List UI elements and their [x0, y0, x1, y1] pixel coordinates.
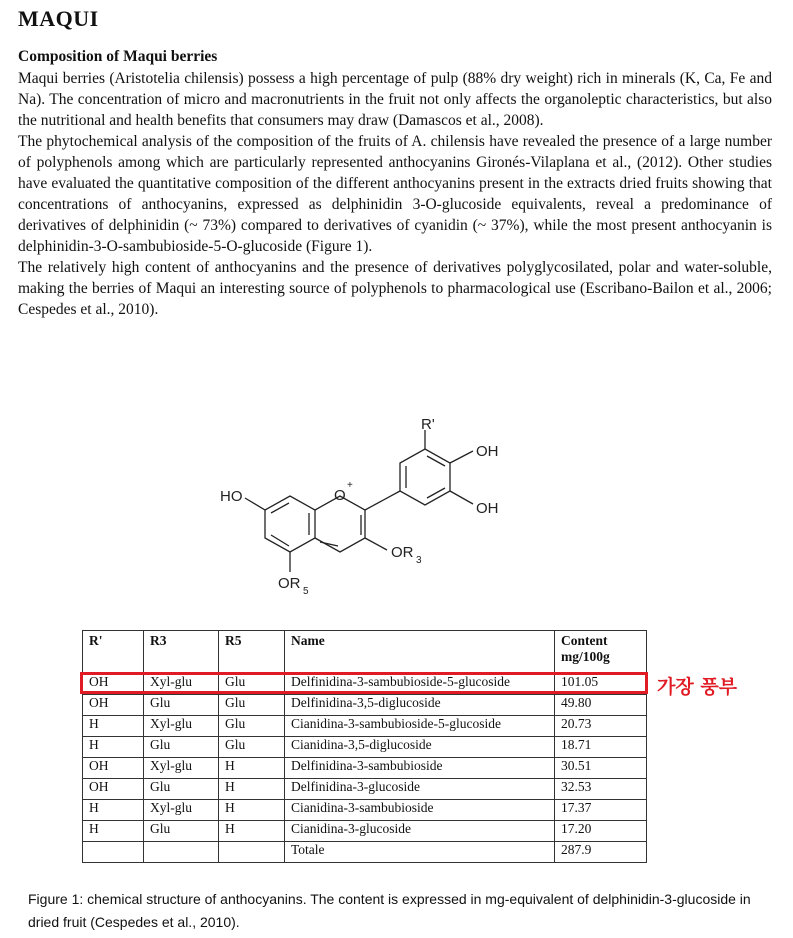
r-prime-label: R' — [421, 416, 435, 433]
header-r-prime: R' — [83, 631, 144, 674]
cell: Cianidina-3,5-diglucoside — [285, 737, 555, 758]
cell: H — [83, 716, 144, 737]
cell: Glu — [144, 821, 219, 842]
structure-bonds — [245, 430, 473, 572]
cell: OH — [83, 779, 144, 800]
cell: 287.9 — [555, 842, 647, 863]
body-text — [18, 68, 772, 320]
oxonium-label: O — [334, 487, 346, 504]
cell: 30.51 — [555, 758, 647, 779]
ho-label: HO — [220, 488, 243, 505]
or3-label: OR — [391, 544, 414, 561]
table-row — [83, 737, 647, 758]
cell: 101.05 — [555, 674, 647, 695]
cell: Xyl-glu — [144, 758, 219, 779]
cell: OH — [83, 695, 144, 716]
table-row — [83, 695, 647, 716]
table-row — [83, 821, 647, 842]
cell: 32.53 — [555, 779, 647, 800]
anthocyanin-table — [82, 630, 647, 863]
header-content: Content mg/100g — [555, 631, 647, 674]
highlight-box — [80, 672, 648, 694]
cell: Delfinidina-3,5-diglucoside — [285, 695, 555, 716]
header-r5: R5 — [219, 631, 285, 674]
or5-subscript: 5 — [303, 586, 309, 597]
header-r3: R3 — [144, 631, 219, 674]
cell: Cianidina-3-glucoside — [285, 821, 555, 842]
table-row — [83, 800, 647, 821]
cell: Cianidina-3-sambubioside-5-glucoside — [285, 716, 555, 737]
section-heading: Composition of Maqui berries — [18, 48, 218, 65]
or5-label: OR — [278, 575, 301, 592]
cell: Glu — [144, 695, 219, 716]
oh-top-label: OH — [476, 443, 499, 460]
table-row — [83, 716, 647, 737]
cell: H — [219, 821, 285, 842]
cell — [144, 842, 219, 863]
chemical-structure-diagram — [205, 405, 535, 630]
or3-subscript: 3 — [416, 555, 422, 566]
cell: Totale — [285, 842, 555, 863]
cell: H — [83, 821, 144, 842]
cell: 17.37 — [555, 800, 647, 821]
cell: Glu — [219, 716, 285, 737]
highlight-annotation-label: 가장 풍부 — [657, 676, 738, 698]
anthocyanin-table-container — [82, 630, 647, 863]
cell: H — [219, 758, 285, 779]
cell: Xyl-glu — [144, 674, 219, 695]
plus-charge-label: + — [347, 480, 353, 491]
header-name: Name — [285, 631, 555, 674]
cell: 20.73 — [555, 716, 647, 737]
cell: H — [219, 800, 285, 821]
figure-caption: Figure 1: chemical structure of anthocyanins. The content is expressed in mg-equivalent of delphinidin-3-glucoside in dried fruit (Cespedes et al., 2010). — [28, 891, 751, 930]
cell: Glu — [219, 695, 285, 716]
cell: Xyl-glu — [144, 800, 219, 821]
cell — [219, 842, 285, 863]
page-title: MAQUI — [18, 6, 99, 31]
cell: Glu — [219, 737, 285, 758]
table-row — [83, 758, 647, 779]
cell: H — [219, 779, 285, 800]
paragraph: The phytochemical analysis of the composition of the fruits of A. chilensis have revealed the presence of a large number of polyphenols among which are particularly represented anthocyanins Gironés-Vilaplana et al., (2012). Other studies have evaluated the quantitative composition of the different anthocyanins present in the extracts dried fruits showing that concentrations of anthocyanins, expressed as delphinidin 3-O-glucoside equivalents, reveal a predominance of derivatives of delphinidin (~ 73%) compared to derivatives of cyanidin (~ 37%), while the most present anthocyanin is delphinidin-3-O-sambubioside-5-O-glucoside (Figure 1). — [18, 133, 772, 255]
table-total-row — [83, 842, 647, 863]
cell: Glu — [219, 674, 285, 695]
cell: 17.20 — [555, 821, 647, 842]
cell: Glu — [144, 737, 219, 758]
paragraph: Maqui berries (Aristotelia chilensis) possess a high percentage of pulp (88% dry weight) rich in minerals (K, Ca, Fe and Na). The concentration of micro and macronutrients in the fruit not only affects the organoleptic characteristics, but also the nutritional and health benefits that consumers may draw (Damascos et al., 2008). — [18, 70, 772, 129]
cell: Glu — [144, 779, 219, 800]
cell: Xyl-glu — [144, 716, 219, 737]
cell: H — [83, 737, 144, 758]
table-header-row — [83, 631, 647, 674]
oh-bottom-label: OH — [476, 500, 499, 517]
paragraph: The relatively high content of anthocyanins and the presence of derivatives polyglycosilated, polar and water-soluble, making the berries of Maqui an interesting source of polyphenols to pharmacological use (Escribano-Bailon et al., 2006; Cespedes et al., 2010). — [18, 259, 772, 318]
cell: Delfinidina-3-sambubioside-5-glucoside — [285, 674, 555, 695]
cell: OH — [83, 758, 144, 779]
cell: OH — [83, 674, 144, 695]
anthocyanin-structure-svg — [205, 405, 535, 630]
cell: Delfinidina-3-glucoside — [285, 779, 555, 800]
cell: Delfinidina-3-sambubioside — [285, 758, 555, 779]
cell: Cianidina-3-sambubioside — [285, 800, 555, 821]
cell: 49.80 — [555, 695, 647, 716]
cell: 18.71 — [555, 737, 647, 758]
cell: H — [83, 800, 144, 821]
table-row — [83, 779, 647, 800]
cell — [83, 842, 144, 863]
